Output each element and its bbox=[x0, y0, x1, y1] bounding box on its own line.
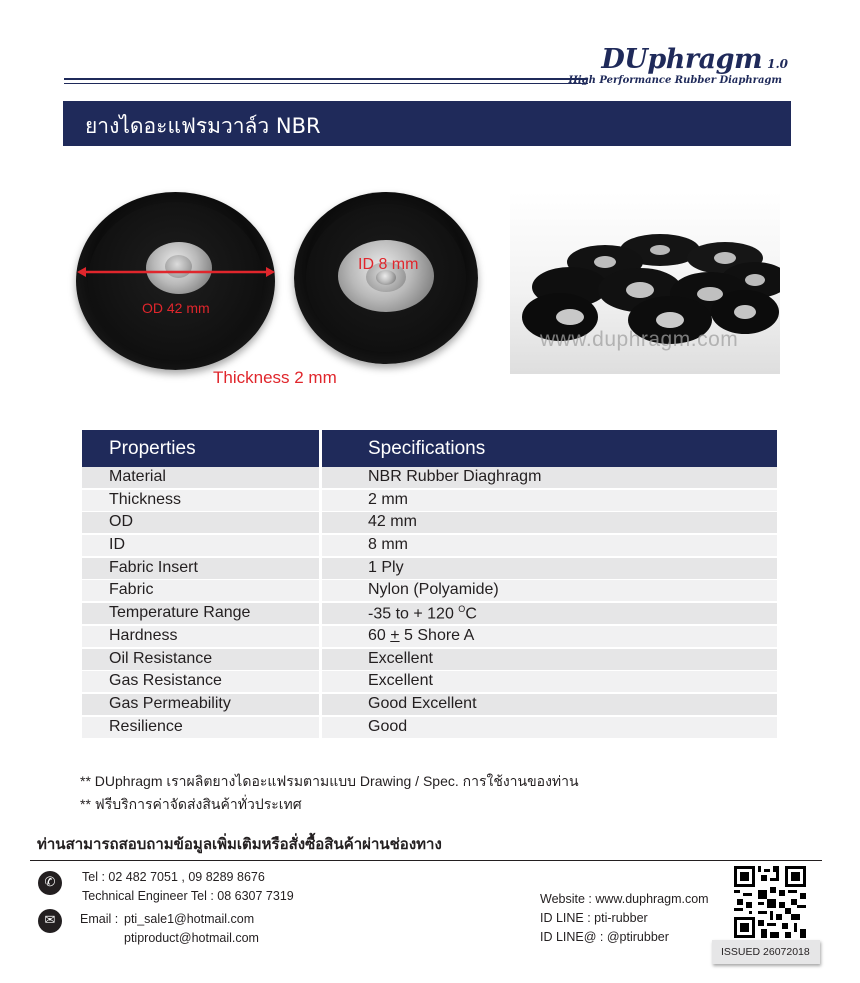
page-title: ยางไดอะแฟรมวาล์ว NBR bbox=[85, 114, 321, 138]
table-row bbox=[82, 535, 777, 558]
table-row bbox=[82, 671, 777, 694]
row-spec: Good bbox=[322, 717, 777, 738]
row-spec: 8 mm bbox=[322, 535, 777, 556]
plus-minus-sign: + bbox=[390, 626, 400, 644]
note-line: ** ฟรีบริการค่าจัดส่งสินค้าทั่วประเทศ bbox=[80, 796, 302, 812]
temp-range-value: -35 to + 120 bbox=[368, 605, 454, 623]
notes bbox=[80, 770, 579, 816]
row-property: OD bbox=[82, 512, 319, 533]
hardness-rest: 5 Shore A bbox=[399, 626, 475, 644]
tel-text: Tel : 02 482 7051 , 09 8289 8676 bbox=[82, 870, 265, 884]
table-row bbox=[82, 558, 777, 581]
row-property: Fabric Insert bbox=[82, 558, 319, 579]
engineer-tel-text: Technical Engineer Tel : 08 6307 7319 bbox=[82, 889, 294, 903]
row-spec: 2 mm bbox=[322, 490, 777, 511]
brand-rule-bottom bbox=[64, 83, 588, 84]
table-row bbox=[82, 626, 777, 649]
qr-code-icon bbox=[734, 866, 806, 938]
contact-divider bbox=[30, 860, 822, 861]
issued-badge: ISSUED 26072018 bbox=[712, 940, 820, 964]
table-row bbox=[82, 467, 777, 490]
row-property: Thickness bbox=[82, 490, 319, 511]
table-row bbox=[82, 580, 777, 603]
watermark: www.duphragm.com bbox=[540, 328, 739, 351]
table-row bbox=[82, 490, 777, 513]
table-row bbox=[82, 717, 777, 740]
brand-rule-top bbox=[64, 78, 588, 80]
contact-title: ท่านสามารถสอบถามข้อมูลเพิ่มเติมหรือสั่งซื้อสินค้าผ่านช่องทาง bbox=[37, 835, 442, 853]
od-dimension-arrow bbox=[76, 266, 276, 278]
note-line: ** DUphragm เราผลิตยางไดอะแฟรมตามแบบ Drawing / Spec. การใช้งานของท่าน bbox=[80, 773, 579, 789]
row-property: Gas Resistance bbox=[82, 671, 319, 692]
product-image-id bbox=[294, 192, 484, 372]
temp-unit: C bbox=[465, 605, 477, 623]
table-row bbox=[82, 694, 777, 717]
row-property: Temperature Range bbox=[82, 603, 319, 624]
phone-icon: ✆ bbox=[38, 871, 62, 895]
spec-table-header bbox=[82, 430, 777, 467]
email-label: Email : bbox=[80, 912, 119, 926]
thickness-label: Thickness 2 mm bbox=[213, 368, 337, 387]
spec-table bbox=[82, 430, 777, 739]
header-properties: Properties bbox=[82, 430, 319, 467]
table-row bbox=[82, 603, 777, 626]
row-property: Gas Permeability bbox=[82, 694, 319, 715]
row-property: ID bbox=[82, 535, 319, 556]
row-spec: Good Excellent bbox=[322, 694, 777, 715]
line-at-text: ID LINE@ : @ptirubber bbox=[540, 930, 669, 944]
hardness-value: 60 bbox=[368, 626, 391, 644]
row-property: Resilience bbox=[82, 717, 319, 738]
brand-version: 1.0 bbox=[767, 57, 788, 71]
row-property: Oil Resistance bbox=[82, 649, 319, 670]
row-property: Hardness bbox=[82, 626, 319, 647]
table-row bbox=[82, 649, 777, 672]
row-spec: Excellent bbox=[322, 649, 777, 670]
row-spec: NBR Rubber Diaghragm bbox=[322, 467, 777, 488]
mail-icon: ✉ bbox=[38, 909, 62, 933]
degree-sup: O bbox=[458, 604, 466, 615]
row-spec: Excellent bbox=[322, 671, 777, 692]
brand-tagline: High Performance Rubber Diaphragm bbox=[568, 75, 782, 86]
row-property: Fabric bbox=[82, 580, 319, 601]
title-bar bbox=[63, 101, 791, 146]
row-spec bbox=[322, 603, 777, 624]
row-spec: Nylon (Polyamide) bbox=[322, 580, 777, 601]
brand-logo bbox=[601, 44, 788, 75]
header-specifications: Specifications bbox=[322, 430, 777, 467]
row-spec bbox=[322, 626, 777, 647]
od-label: OD 42 mm bbox=[142, 300, 210, 316]
row-spec: 42 mm bbox=[322, 512, 777, 533]
line-id-text: ID LINE : pti-rubber bbox=[540, 911, 648, 925]
table-row bbox=[82, 512, 777, 535]
email-link-2[interactable]: ptiproduct@hotmail.com bbox=[124, 931, 259, 945]
row-property: Material bbox=[82, 467, 319, 488]
row-spec: 1 Ply bbox=[322, 558, 777, 579]
brand-name: DUphragm bbox=[601, 44, 763, 75]
website-link[interactable]: Website : www.duphragm.com bbox=[540, 892, 709, 906]
product-image-od bbox=[76, 192, 276, 372]
email-link-1[interactable]: pti_sale1@hotmail.com bbox=[124, 912, 255, 926]
id-label: ID 8 mm bbox=[358, 256, 419, 273]
